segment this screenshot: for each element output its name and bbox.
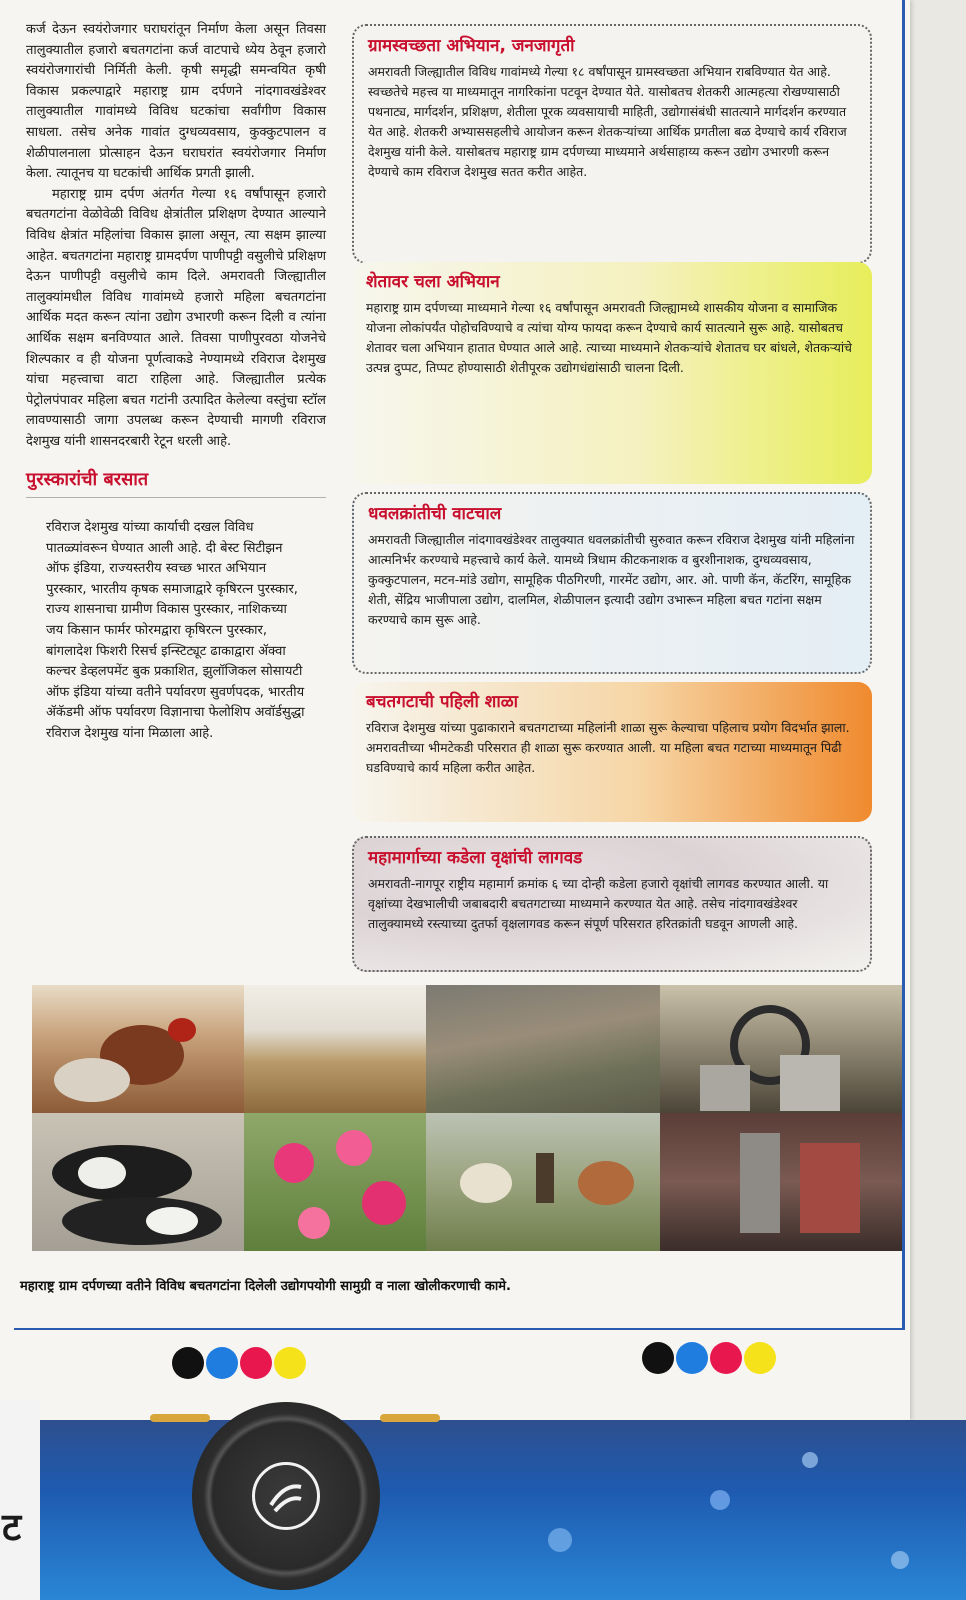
photo-cattle: [32, 1113, 244, 1251]
box-text: महाराष्ट्र ग्राम दर्पणच्या माध्यमाने गेल्या १६ वर्षांपासून अमरावती जिल्ह्यामध्ये शासकीय योजना व सामाजिक योजना लोकांपर्यंत पोहोचविण्याचे व त्यांचा योग्य फायदा करून देण्याचे कार्य सातत्याने सुरू आहे. यासोबतच शेतावर चला अभियान हातात घेण्यात आले आहे. त्याच्या माध्यमाने शेतकऱ्यांचे शेतातच घर बांधले, शेतकऱ्यांचे उत्पन्न दुप्पट, तिप्पट होण्यासाठी शेतीपूरक उद्योगधंद्यांसाठी चालना दिली.: [366, 300, 852, 375]
registration-dot: [744, 1342, 776, 1374]
photo-flowers: [244, 1113, 426, 1251]
box-title: बचतगटाची पहिली शाळा: [366, 692, 519, 712]
registration-dot: [240, 1347, 272, 1379]
registration-dot: [206, 1347, 238, 1379]
registration-dot: [710, 1342, 742, 1374]
left-paragraph-1: कर्ज देऊन स्वयंरोजगार घराघरांतून निर्माण केला असून तिवसा तालुक्यातील हजारो बचतगटांना कर्ज वाटपाचे ध्येय ठेवून हजारो स्वयंरोजगारांची निर्मिती केली. कृषी समृद्धी समन्वयित कृषी विकास प्रकल्पाद्वारे महाराष्ट्र ग्राम दर्पणने नांदगावखंडेश्वर तालुक्यातील गावांमध्ये विविध घटकांचा सर्वांगीण विकास साधला. तसेच अनेक गावांत दुग्धव्यवसाय, कुक्कुटपालन व शेळीपालनाला प्रोत्साहन देऊन घराघरांत स्वयंरोजगार निर्माण केला. त्यातूनच या घटकांची आर्थिक प्रगती झाली.: [26, 22, 326, 182]
photo-oxen-plough: [426, 1113, 660, 1251]
box-text: अमरावती-नागपूर राष्ट्रीय महामार्ग क्रमांक ६ च्या दोन्ही कडेला हजारो वृक्षांची लागवड करण्यात आली. या वृक्षांच्या देखभालीची जबाबदारी बचतगटाच्या माध्यमाने करण्यात येत आहे. तसेच नांदगावखंडेश्वर तालुक्यामध्ये रस्त्याच्या दुतर्फा वृक्षलागवड करून संपूर्ण परिसरात हरितक्रांती घडवून आणली आहे.: [368, 876, 829, 931]
box-title: महामार्गाच्या कडेला वृक्षांची लागवड: [368, 848, 583, 868]
photo-drying-field: [244, 985, 426, 1113]
box-text: रविराज देशमुख यांच्या पुढाकाराने बचतगटाच्या महिलांनी शाळा सुरू केल्याचा पहिलाच प्रयोग विदर्भात झाला. अमरावतीच्या भीमटेकडी परिसरात ही शाळा सुरू करण्यात आली. या महिला बचत गटाच्या माध्यमातून पिढी घडविण्याचे कार्य महिला करीत आहेत.: [366, 720, 850, 775]
column-rule: [902, 0, 905, 1330]
photo-poultry: [32, 985, 244, 1113]
registration-dot: [676, 1342, 708, 1374]
logo-icon: [252, 1462, 320, 1530]
awards-text: रविराज देशमुख यांच्या कार्याची दखल विविध पातळ्यांवरून घेण्यात आली आहे. दी बेस्ट सिटीझन ऑफ इंडिया, राज्यस्तरीय स्वच्छ भारत अभियान पुरस्कार, भारतीय कृषक समाजाद्वारे कृषिरत्न पुरस्कार, राज्य शासनाचा ग्रामीण विकास पुरस्कार, नाशिकच्या जय किसान फार्मर फोरमद्वारा कृषिरत्न पुरस्कार, बांगलादेश फिशरी रिसर्च इन्स्टिट्यूट ढाकाद्वारा ॲक्वा कल्चर डेव्हलपमेंट बुक प्रकाशित, झुलॉजिकल सोसायटी ऑफ इंडिया यांच्या वतीने पर्यावरण सुवर्णपदक, भारतीय ॲकॅडमी ऑफ पर्यावरण विज्ञानाचा फेलोशिप अवॉर्डसुद्धा रविराज देशमुख यांना मिळाला आहे.: [46, 520, 305, 741]
registration-dot: [274, 1347, 306, 1379]
awards-heading: पुरस्कारांची बरसात: [26, 470, 326, 498]
left-paragraph-2: महाराष्ट्र ग्राम दर्पण अंतर्गत गेल्या १६ वर्षांपासून हजारो बचतगटांना वेळोवेळी विविध क्षेत्रांतील प्रशिक्षण देण्यात आल्याने विविध क्षेत्रांत महिलांचा विकास झाला असून, त्या सक्षम झाल्या आहेत. बचतगटांना महाराष्ट्र ग्रामदर्पण पाणीपट्टी वसुलीचे प्रशिक्षण देऊन पाणीपट्टी वसुलीचे काम दिले. अमरावती जिल्ह्यातील तालुक्यांमधील विविध गावांमध्ये हजारो महिला बचतगटांना आर्थिक मदत करून त्यांना उद्योग उभारणी करून दिली व त्यांना आर्थिक सक्षम बनविण्यात आले. तिवसा पाणीपुरवठा योजनेचे शिल्पकार व ही योजना पूर्णत्वाकडे नेण्यामध्ये रविराज देशमुख यांचा महत्त्वाचा वाटा राहिला आहे. जिल्ह्यातील प्रत्येक पेट्रोलपंपावर महिला बचत गटांनी उत्पादित केलेल्या वस्तुंचा स्टॉल लावण्यासाठी जागा उपलब्ध करून देण्याची मागणी रविराज देशमुख यांनी शासनदरबारी रेटून धरली आहे.: [26, 186, 326, 449]
photo-excavation: [426, 985, 660, 1113]
box-white-revolution: [352, 492, 872, 674]
photo-collage: [32, 985, 902, 1251]
background-page-edge: [0, 1400, 40, 1600]
box-text: अमरावती जिल्ह्यातील विविध गावांमध्ये गेल्या १८ वर्षांपासून ग्रामस्वच्छता अभियान राबविण्यात येत आहे. स्वच्छतेचे महत्त्व या माध्यमातून नागरिकांना पटवून देण्यात येते. यासोबतच शेतकरी आत्महत्या रोखण्यासाठी पथनाट्य, मार्गदर्शन, प्रशिक्षण, शेतीला पूरक व्यवसायाची माहिती, उद्योगासंबंधी सातत्याने मार्गदर्शन करण्यात येत आहे. शेतकरी अभ्याससहलीचे आयोजन करून शेतकऱ्यांच्या आर्थिक प्रगतीला बळ देण्याचे कार्य रविराज देशमुख यांनी केले. यासोबतच महाराष्ट्र ग्राम दर्पणच्या माध्यमाने अर्थसाहाय्य करून उद्योग उभारणी करून देण्याचे काम रविराज देशमुख सतत करीत आहेत.: [368, 64, 847, 179]
box-go-to-farm: [352, 262, 872, 484]
box-sanitation: [352, 24, 872, 264]
photo-milking-machine: [660, 985, 902, 1113]
photo-caption: महाराष्ट्र ग्राम दर्पणच्या वतीने विविध बचतगटांना दिलेली उद्योगपयोगी सामुग्री व नाला खोलीकरणाची कामे.: [20, 1279, 511, 1294]
box-title: धवलक्रांतीची वाटचाल: [368, 504, 502, 524]
gold-trim: [380, 1414, 440, 1422]
box-title: ग्रामस्वच्छता अभियान, जनजागृती: [368, 36, 575, 56]
box-tree-plantation: [352, 836, 872, 972]
bottom-rule: [14, 1328, 904, 1330]
camera-lens: [192, 1402, 380, 1590]
box-title: शेतावर चला अभियान: [366, 272, 500, 292]
registration-marks-left: [172, 1347, 306, 1379]
background-paper: [0, 1420, 966, 1600]
registration-marks-right: [642, 1342, 776, 1374]
box-first-school: [352, 682, 872, 822]
registration-dot: [642, 1342, 674, 1374]
box-text: अमरावती जिल्ह्यातील नांदगावखंडेश्वर तालुक्यात धवलक्रांतीची सुरुवात करून रविराज देशमुख यांनी महिलांना आत्मनिर्भर करण्याचे महत्त्वाचे कार्य केले. यामध्ये त्रिधाम कीटकनाशक व बुरशीनाशक, दुग्धव्यवसाय, कुक्कुटपालन, मटन-मांडे उद्योग, सामूहिक पीठगिरणी, गारमेंट उद्योग, आर. ओ. पाणी कॅन, कॅटरिंग, सामूहिक शेती, सेंद्रिय भाजीपाला उद्योग, दालमिल, शेळीपालन इत्यादी उद्योग उभारून महिला बचत गटांना सक्षम करण्याचे काम सुरू आहे.: [368, 532, 855, 627]
registration-dot: [172, 1347, 204, 1379]
left-column: [26, 20, 326, 745]
gold-trim: [150, 1414, 210, 1422]
photo-machinery: [660, 1113, 902, 1251]
page-edge-text: ट: [2, 1505, 22, 1549]
